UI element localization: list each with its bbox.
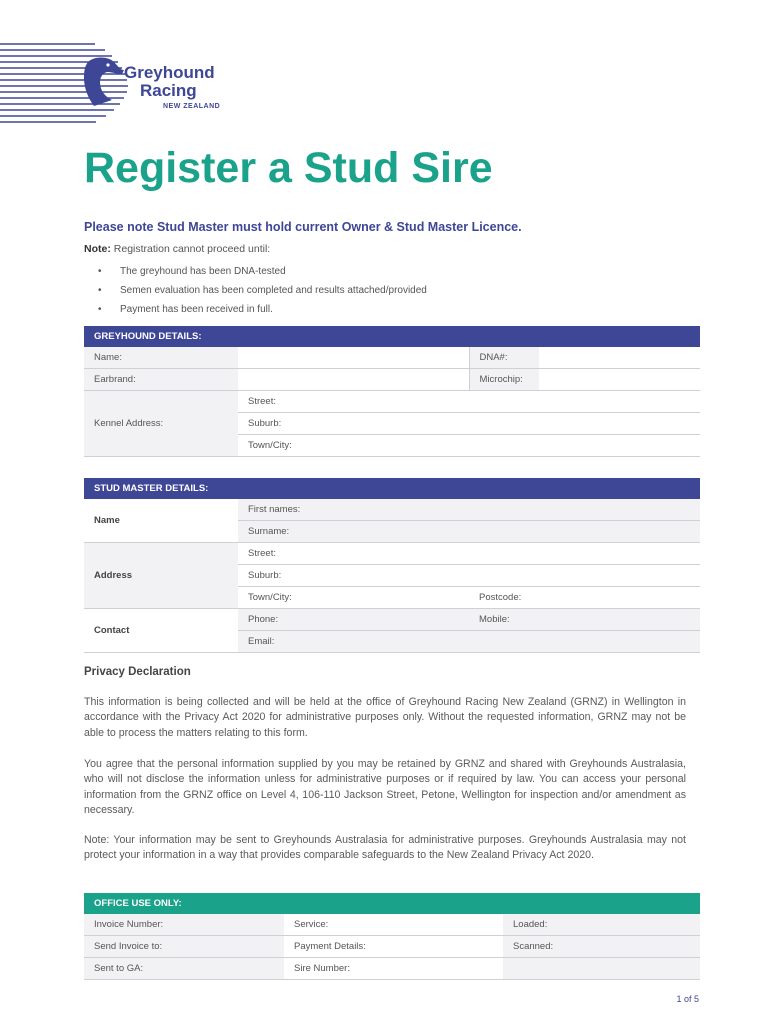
office-use-table <box>84 893 700 980</box>
stud-name-label: Name <box>84 499 238 543</box>
office-use-header: OFFICE USE ONLY: <box>84 893 700 914</box>
sire-number-field[interactable]: Sire Number: <box>284 958 503 980</box>
stud-town-field[interactable]: Town/City: <box>238 587 469 609</box>
microchip-label: Microchip: <box>469 369 539 391</box>
kennel-town-field[interactable]: Town/City: <box>238 435 700 457</box>
list-item: • The greyhound has been DNA-tested <box>98 266 286 277</box>
blank-office-cell <box>503 958 700 980</box>
stud-master-header: STUD MASTER DETAILS: <box>84 478 700 499</box>
stud-suburb-field[interactable]: Suburb: <box>238 565 700 587</box>
surname-field[interactable]: Surname: <box>238 521 700 543</box>
stud-postcode-field[interactable]: Postcode: <box>469 587 700 609</box>
phone-field[interactable]: Phone: <box>238 609 469 631</box>
stud-street-field[interactable]: Street: <box>238 543 700 565</box>
earbrand-field[interactable] <box>238 369 469 391</box>
privacy-paragraph-2: You agree that the personal information supplied by you may be retained by GRNZ and shared with Greyhounds Australasia, who will not disclose the information unless for administrative purposes or if required by law. You can access your personal information from the GRNZ office on Level 4, 106-110 Jackson Street, Petone, Wellington for inspection and/or amendment as necessary. <box>84 758 686 816</box>
greyhound-logo-icon <box>82 56 126 112</box>
page-title: Register a Stud Sire <box>84 144 493 192</box>
licence-notice: Please note Stud Master must hold current Owner & Stud Master Licence. <box>84 220 522 234</box>
requirements-list <box>98 264 427 321</box>
note-text: Registration cannot proceed until: <box>113 243 271 255</box>
send-invoice-field[interactable]: Send Invoice to: <box>84 936 284 958</box>
page-number: 1 of 5 <box>676 994 699 1004</box>
list-item: • Semen evaluation has been completed and results attached/provided <box>98 285 427 296</box>
microchip-field[interactable] <box>539 369 700 391</box>
kennel-suburb-field[interactable]: Suburb: <box>238 413 700 435</box>
earbrand-label: Earbrand: <box>84 369 238 391</box>
stud-master-details-table <box>84 478 700 653</box>
name-label: Name: <box>84 347 238 369</box>
privacy-paragraph-3: Note: Your information may be sent to Greyhounds Australasia for administrative purposes. Greyhounds Australasia may not protect your information in a way that provides comparable safeguards to the New Zealand Privacy Act 2020. <box>84 834 686 862</box>
service-field[interactable]: Service: <box>284 914 503 936</box>
greyhound-name-field[interactable] <box>238 347 469 369</box>
note-label: Note: <box>84 243 111 255</box>
logo-line-2: Racing <box>140 81 197 100</box>
kennel-address-label: Kennel Address: <box>84 391 238 457</box>
kennel-street-field[interactable]: Street: <box>238 391 700 413</box>
logo-line-1: Greyhound <box>124 63 215 82</box>
payment-details-field[interactable]: Payment Details: <box>284 936 503 958</box>
sent-to-ga-field[interactable]: Sent to GA: <box>84 958 284 980</box>
logo-wordmark <box>124 64 220 112</box>
privacy-paragraph-1: This information is being collected and will be held at the office of Greyhound Racing New Zealand (GRNZ) in Wellington in accordance with the Privacy Act 2020 for administrative purposes only. Without the requested information, GRNZ may not be able to process the matters relating to this form. <box>84 696 686 739</box>
stud-address-label: Address <box>84 543 238 609</box>
dna-label: DNA#: <box>469 347 539 369</box>
first-names-field[interactable]: First names: <box>238 499 700 521</box>
logo-line-3: NEW ZEALAND <box>163 103 221 110</box>
greyhound-details-header: GREYHOUND DETAILS: <box>84 326 700 347</box>
note-line <box>84 243 270 255</box>
list-item: • Payment has been received in full. <box>98 304 273 315</box>
stud-contact-label: Contact <box>84 609 238 653</box>
dna-field[interactable] <box>539 347 700 369</box>
email-field[interactable]: Email: <box>238 631 700 653</box>
privacy-title: Privacy Declaration <box>84 666 191 678</box>
mobile-field[interactable]: Mobile: <box>469 609 700 631</box>
invoice-number-field[interactable]: Invoice Number: <box>84 914 284 936</box>
scanned-field[interactable]: Scanned: <box>503 936 700 958</box>
loaded-field[interactable]: Loaded: <box>503 914 700 936</box>
greyhound-details-table <box>84 326 700 457</box>
